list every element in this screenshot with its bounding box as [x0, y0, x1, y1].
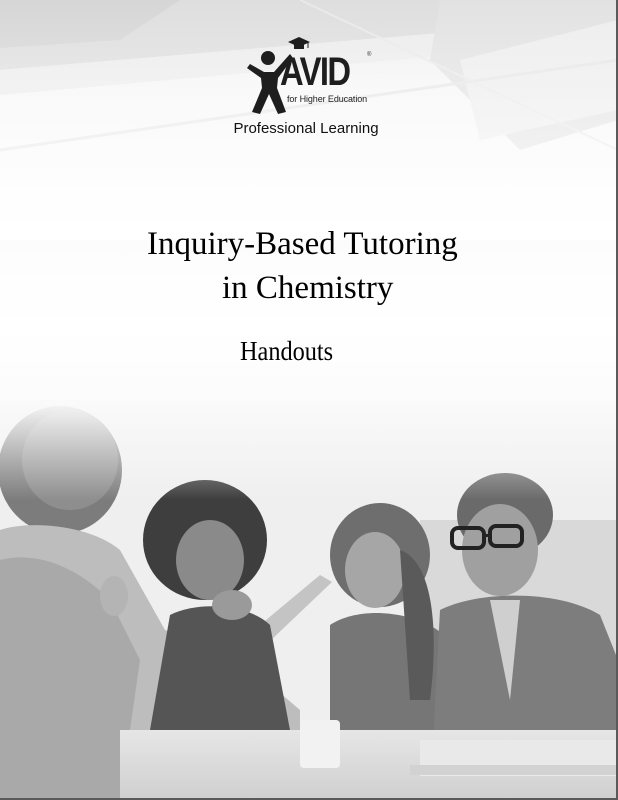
- registered-mark: ®: [367, 52, 372, 58]
- avid-wordmark: AVID: [280, 50, 350, 94]
- avid-logo: [0, 36, 618, 146]
- document-title-line-1: Inquiry-Based Tutoring: [147, 226, 458, 262]
- logo-tagline: for Higher Education: [287, 94, 368, 104]
- professional-learning-label: Professional Learning: [233, 120, 379, 137]
- document-title-line-2: in Chemistry: [222, 270, 394, 306]
- document-subtitle: Handouts: [240, 336, 334, 366]
- group-tutoring-photo: [0, 400, 618, 800]
- graduation-cap-icon: [286, 36, 312, 50]
